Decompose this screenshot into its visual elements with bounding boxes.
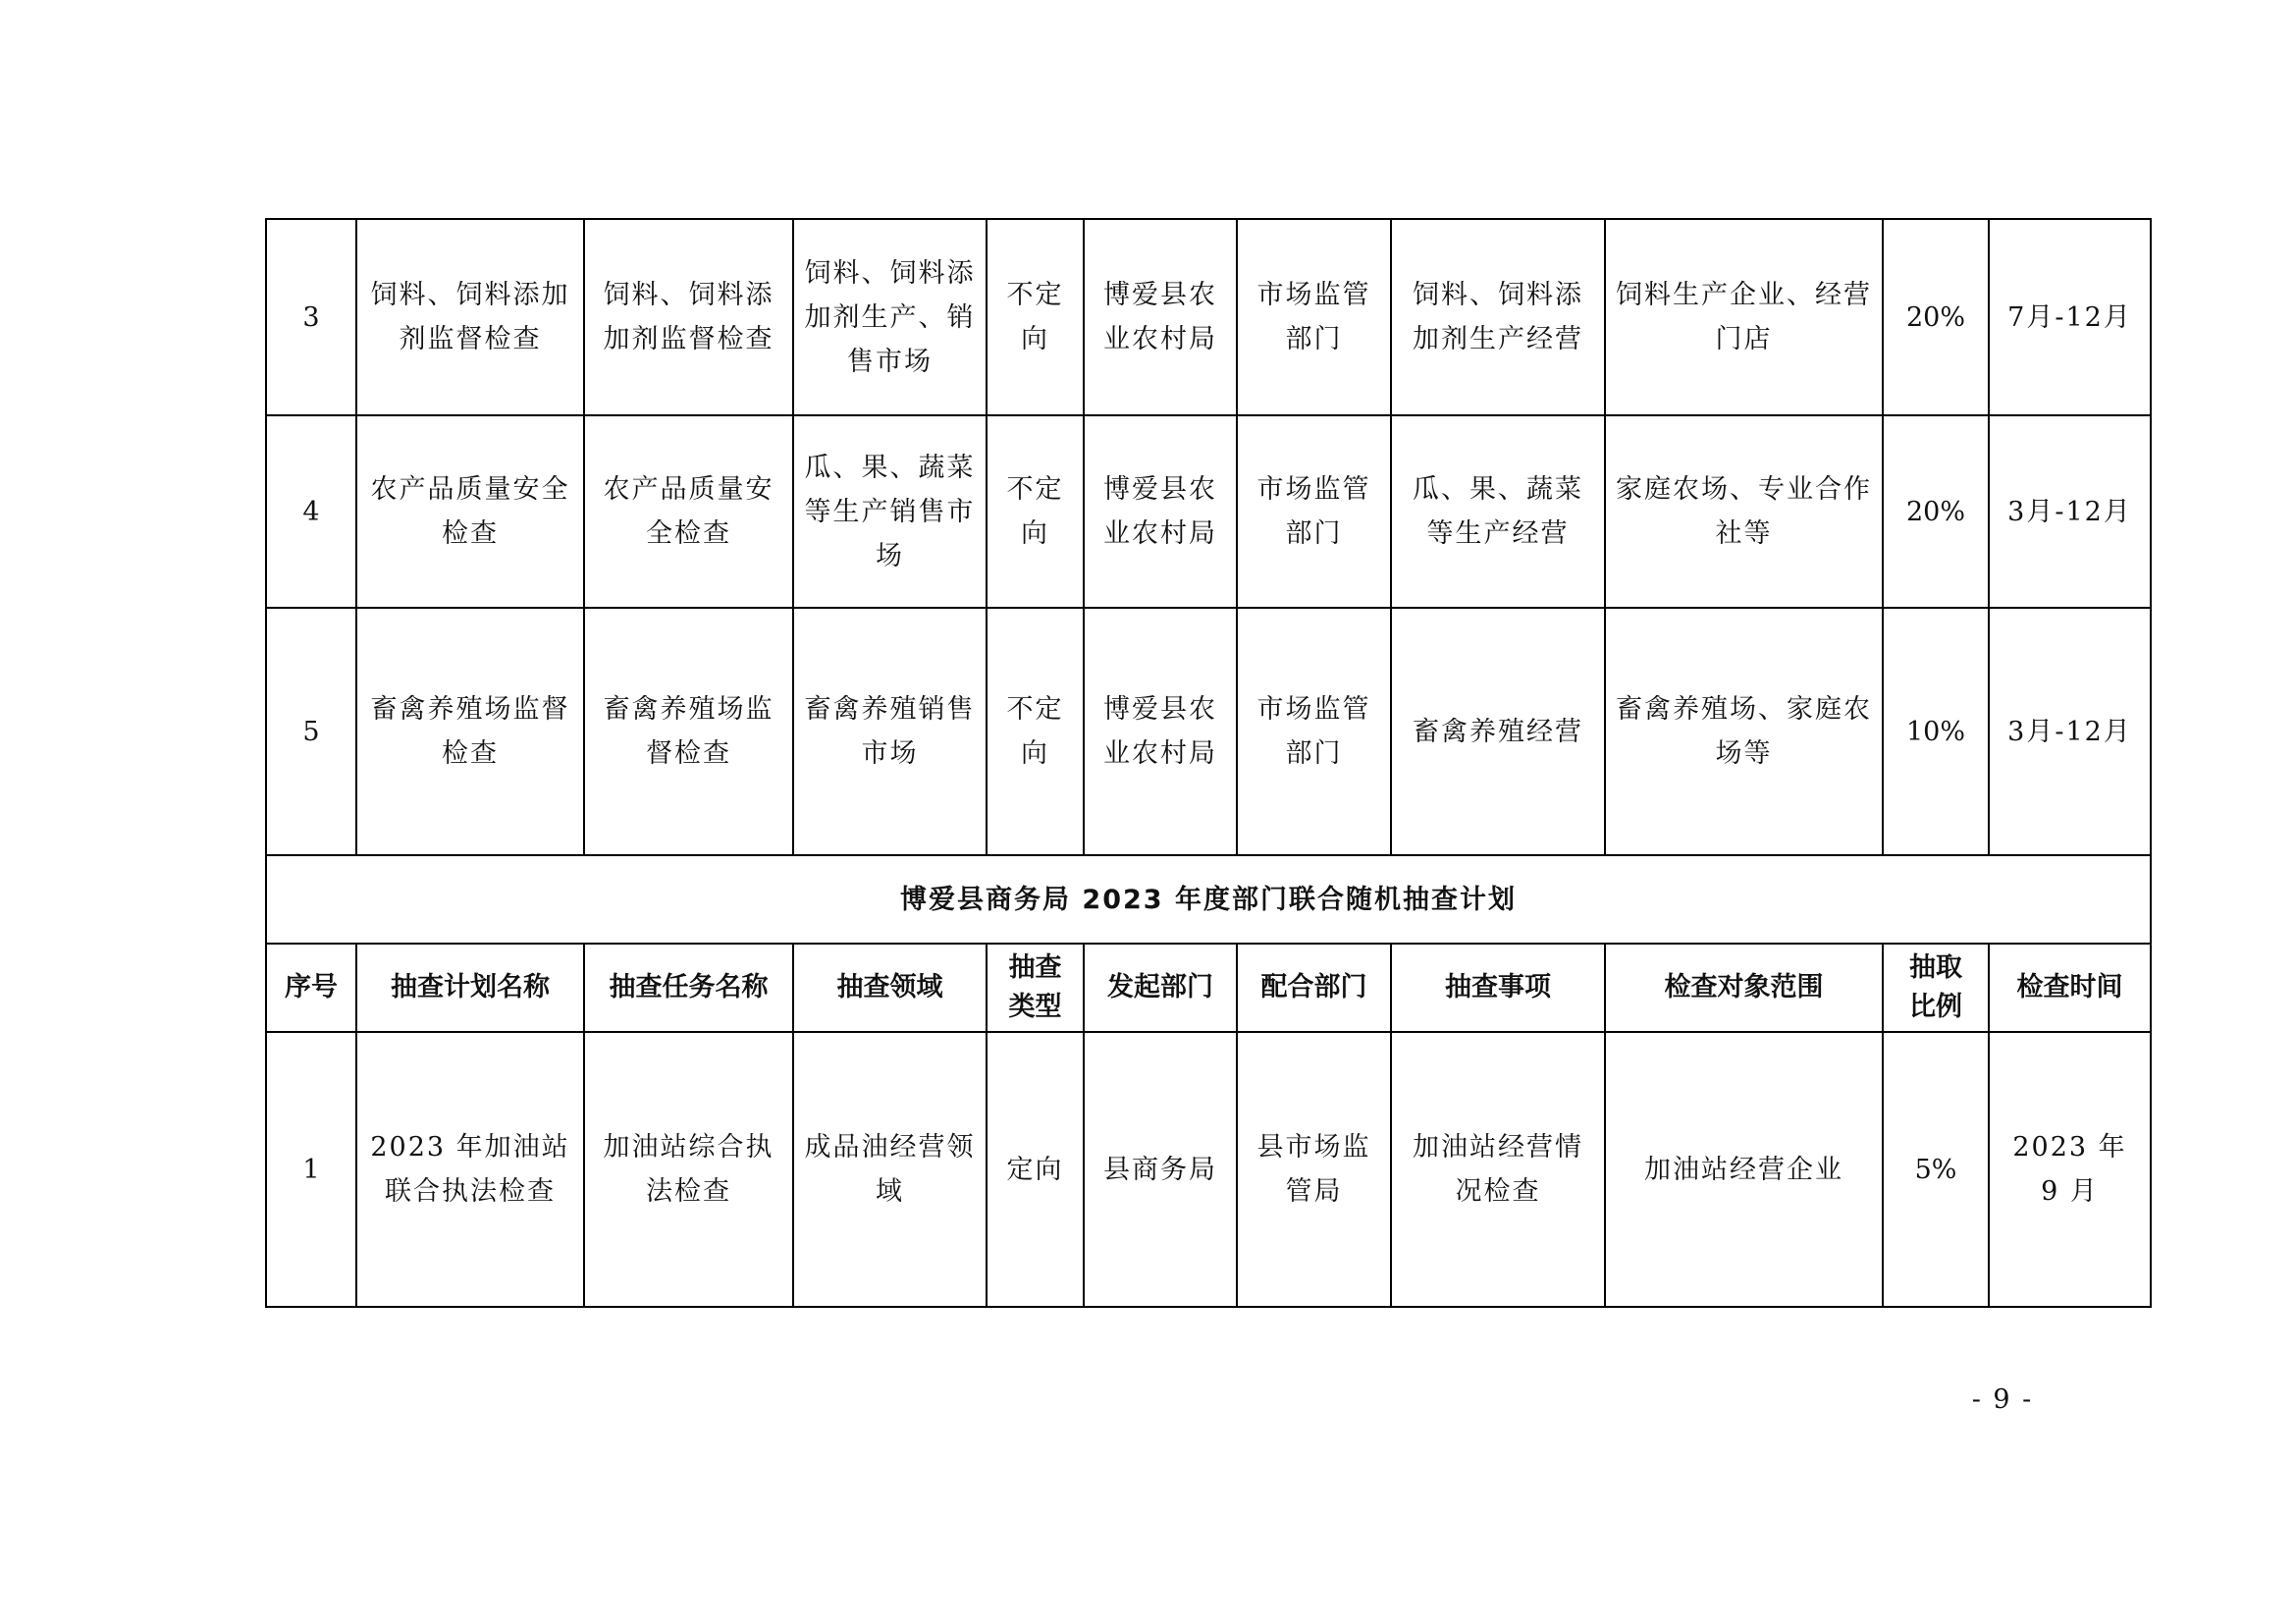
initiator-cell: 博爱县农业农村局 [1084, 608, 1237, 855]
header-items: 抽查事项 [1391, 944, 1605, 1032]
plan-name-cell: 2023 年加油站联合执法检查 [356, 1032, 584, 1307]
row-number: 4 [266, 415, 356, 608]
table-row [266, 608, 2151, 855]
time-cell: 7月-12月 [1989, 219, 2151, 415]
plan-name-cell: 饲料、饲料添加剂监督检查 [356, 219, 584, 415]
row-number: 3 [266, 219, 356, 415]
task-name-cell: 畜禽养殖场监督检查 [584, 608, 793, 855]
row-number: 1 [266, 1032, 356, 1307]
section-title: 博爱县商务局 2023 年度部门联合随机抽查计划 [266, 855, 2151, 944]
items-cell: 瓜、果、蔬菜等生产经营 [1391, 415, 1605, 608]
ratio-cell: 20% [1883, 415, 1989, 608]
ratio-cell: 20% [1883, 219, 1989, 415]
task-name-cell: 农产品质量安全检查 [584, 415, 793, 608]
header-no: 序号 [266, 944, 356, 1032]
scope-cell: 饲料生产企业、经营门店 [1605, 219, 1883, 415]
header-cooperator: 配合部门 [1237, 944, 1391, 1032]
initiator-cell: 县商务局 [1084, 1032, 1237, 1307]
table-header-row [266, 944, 2151, 1032]
plan-name-cell: 农产品质量安全检查 [356, 415, 584, 608]
section-title-row [266, 855, 2151, 944]
table-row [266, 415, 2151, 608]
header-field: 抽查领域 [793, 944, 987, 1032]
type-cell: 不定向 [987, 415, 1084, 608]
header-time: 检查时间 [1989, 944, 2151, 1032]
scope-cell: 家庭农场、专业合作社等 [1605, 415, 1883, 608]
header-initiator: 发起部门 [1084, 944, 1237, 1032]
items-cell: 加油站经营情况检查 [1391, 1032, 1605, 1307]
scope-cell: 加油站经营企业 [1605, 1032, 1883, 1307]
field-cell: 成品油经营领域 [793, 1032, 987, 1307]
page-number: - 9 - [1971, 1384, 2034, 1415]
header-type: 抽查类型 [987, 944, 1084, 1032]
time-cell: 2023 年 9 月 [1989, 1032, 2151, 1307]
initiator-cell: 博爱县农业农村局 [1084, 415, 1237, 608]
items-cell: 畜禽养殖经营 [1391, 608, 1605, 855]
ratio-cell: 10% [1883, 608, 1989, 855]
task-name-cell: 加油站综合执法检查 [584, 1032, 793, 1307]
row-number: 5 [266, 608, 356, 855]
cooperator-cell: 市场监管部门 [1237, 415, 1391, 608]
field-cell: 畜禽养殖销售市场 [793, 608, 987, 855]
field-cell: 饲料、饲料添加剂生产、销售市场 [793, 219, 987, 415]
task-name-cell: 饲料、饲料添加剂监督检查 [584, 219, 793, 415]
initiator-cell: 博爱县农业农村局 [1084, 219, 1237, 415]
header-plan-name: 抽查计划名称 [356, 944, 584, 1032]
scope-cell: 畜禽养殖场、家庭农场等 [1605, 608, 1883, 855]
time-cell: 3月-12月 [1989, 415, 2151, 608]
header-ratio: 抽取比例 [1883, 944, 1989, 1032]
cooperator-cell: 县市场监管局 [1237, 1032, 1391, 1307]
cooperator-cell: 市场监管部门 [1237, 219, 1391, 415]
items-cell: 饲料、饲料添加剂生产经营 [1391, 219, 1605, 415]
plan-name-cell: 畜禽养殖场监督检查 [356, 608, 584, 855]
header-task-name: 抽查任务名称 [584, 944, 793, 1032]
time-cell: 3月-12月 [1989, 608, 2151, 855]
table-row [266, 1032, 2151, 1307]
header-scope: 检查对象范围 [1605, 944, 1883, 1032]
field-cell: 瓜、果、蔬菜等生产销售市场 [793, 415, 987, 608]
inspection-plan-table [265, 218, 2152, 1308]
cooperator-cell: 市场监管部门 [1237, 608, 1391, 855]
type-cell: 定向 [987, 1032, 1084, 1307]
ratio-cell: 5% [1883, 1032, 1989, 1307]
table-row [266, 219, 2151, 415]
type-cell: 不定向 [987, 219, 1084, 415]
type-cell: 不定向 [987, 608, 1084, 855]
